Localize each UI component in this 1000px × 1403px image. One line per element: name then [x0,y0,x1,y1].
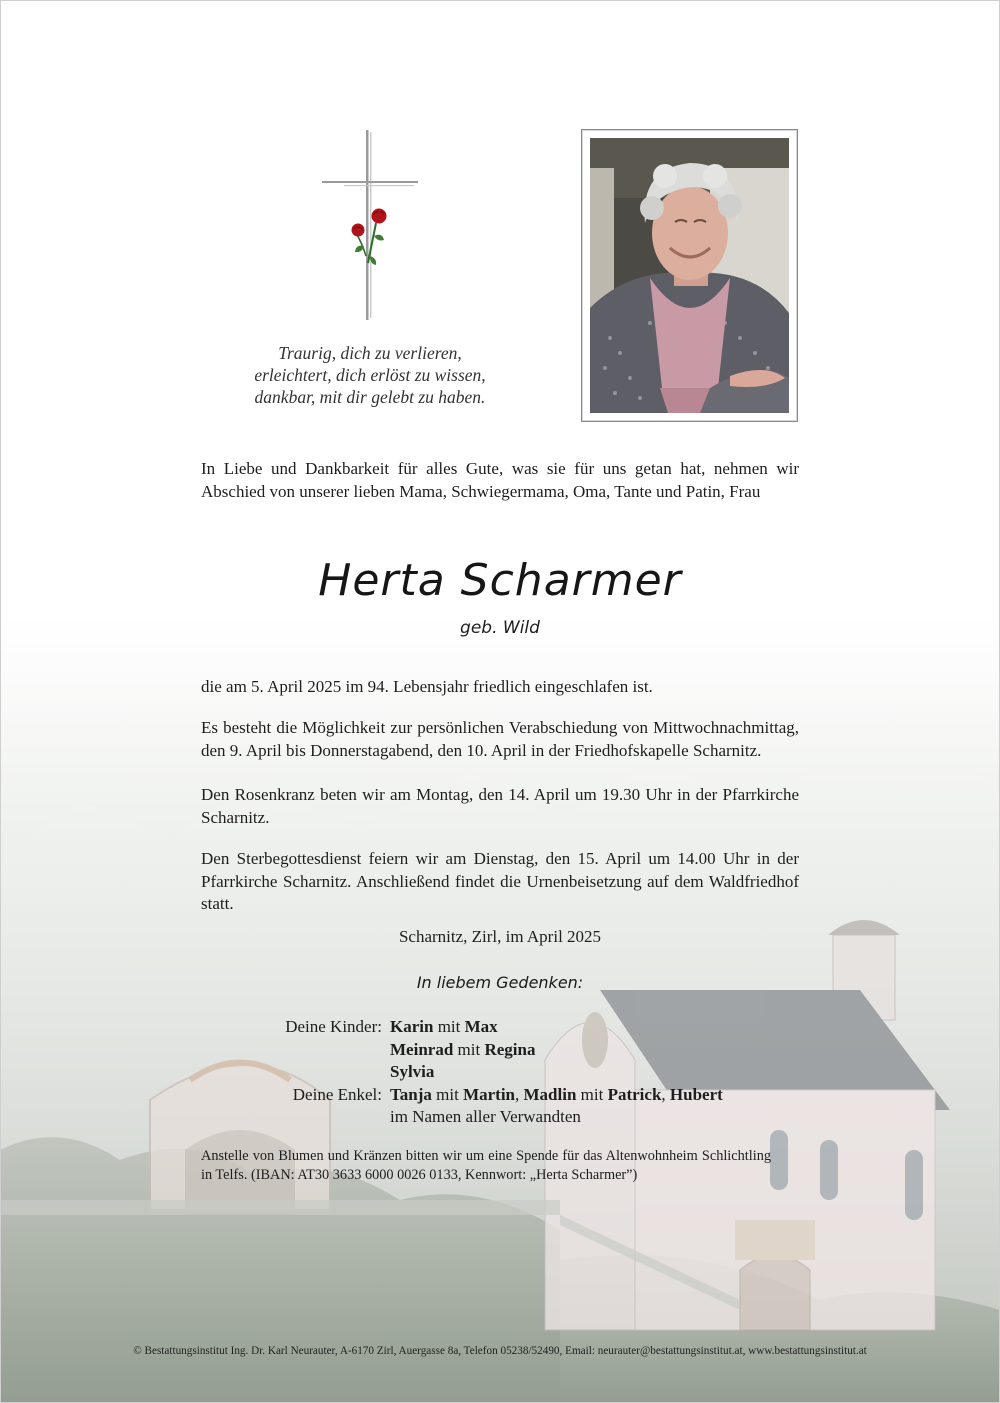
relatives-text: im Namen aller Verwandten [390,1107,581,1126]
grandchild-name: Hubert [669,1084,723,1104]
separator: , [661,1084,666,1104]
footer-credits: © Bestattungsinstitut Ing. Dr. Karl Neurauter, A-6170 Zirl, Auergasse 8a, Telefon 05238/52490, Email: neurauter@bestattungsinstitut.at, www.bestattungsinstitut.at [133,1345,867,1357]
partner-name: Max [464,1017,498,1036]
partner-name: Regina [484,1039,536,1059]
memorial-quote [200,342,540,408]
quote-line-2: erleichtert, dich erlöst zu wissen, [254,365,486,385]
deceased-name: Herta Scharmer [318,555,682,606]
relatives-row [200,1106,800,1129]
with-word: mit [436,1084,459,1104]
children-label: Deine Kinder: [285,1017,382,1036]
partner-name: Martin [463,1084,516,1104]
partner-name: Patrick [607,1084,662,1104]
rosary-paragraph: Den Rosenkranz beten wir am Montag, den 14. April um 19.30 Uhr in der Pfarrkirche Scharnitz. [201,785,799,827]
grandchildren-row [200,1084,800,1107]
service-paragraph: Den Sterbegottesdienst feiern wir am Dienstag, den 15. April um 14.00 Uhr in der Pfarrkirche Scharnitz. Anschließend findet die Urnenbeisetzung auf dem Waldfriedhof statt. [201,849,799,913]
grandchild-name: Tanja [390,1084,432,1104]
portrait-photo [590,138,789,413]
with-word: mit [437,1017,461,1036]
child-name: Karin [390,1017,434,1036]
farewell-paragraph: Es besteht die Möglichkeit zur persönlichen Verabschiedung von Mittwochnachmittag, den 9. April bis Donnerstagabend, den 10. April in der Friedhofskapelle Scharnitz. [201,718,799,760]
portrait-frame [581,129,798,422]
death-notice: die am 5. April 2025 im 94. Lebensjahr friedlich eingeschlafen ist. [201,677,653,696]
maiden-name: geb. Wild [460,618,540,638]
remembrance-heading: In liebem Gedenken: [416,973,584,992]
with-word: mit [580,1084,604,1104]
children-row-1 [200,1016,800,1039]
donation-note: Anstelle von Blumen und Kränzen bitten wir um eine Spende für das Altenwohnheim Schlichtling in Telfs. (IBAN: AT30 3633 6000 0026 0133, Kennwort: „Herta Scharmer”) [201,1148,771,1183]
child-name: Sylvia [390,1062,435,1081]
with-word: mit [457,1039,481,1059]
separator: , [515,1084,520,1104]
child-name: Meinrad [390,1039,454,1059]
children-row-2 [200,1039,800,1062]
quote-line-1: Traurig, dich zu verlieren, [278,343,462,363]
cross-with-roses-icon [318,128,422,324]
place-date: Scharnitz, Zirl, im April 2025 [398,927,602,946]
family-list [200,1016,800,1129]
grandchildren-label: Deine Enkel: [292,1084,382,1104]
grandchild-name: Madlin [523,1084,577,1104]
intro-paragraph: In Liebe und Dankbarkeit für alles Gute, was sie für uns getan hat, nehmen wir Abschied von unserer lieben Mama, Schwiegermama, Oma, Tante und Patin, Frau [201,459,799,501]
children-row-3 [200,1061,800,1084]
quote-line-3: dankbar, mit dir gelebt zu haben. [254,387,486,407]
